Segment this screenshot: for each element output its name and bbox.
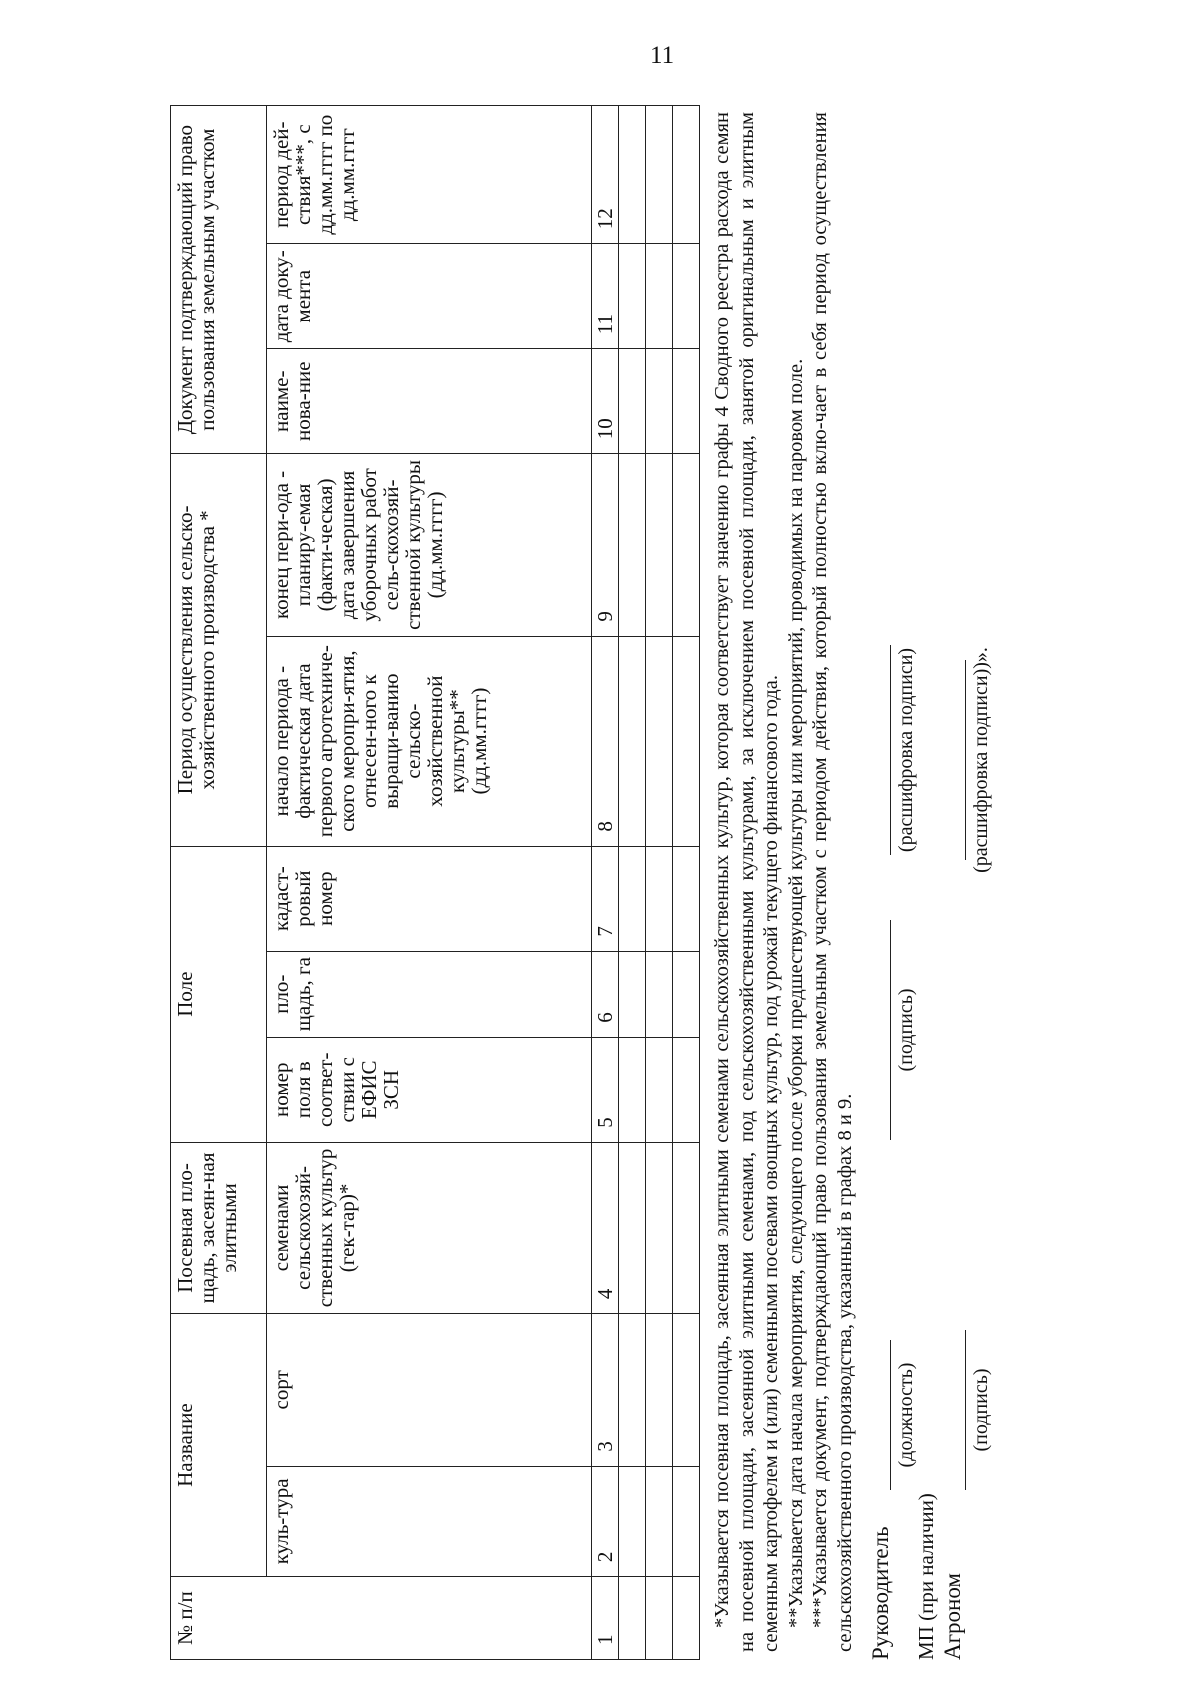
col-number: 6 <box>592 951 619 1037</box>
decoding-caption: (расшифровка подписи) <box>895 647 917 853</box>
position-line <box>890 1340 891 1490</box>
col-number: 12 <box>592 106 619 244</box>
subheader-doc-name: наиме-нова-ние <box>267 349 592 454</box>
position-caption: (должность) <box>895 1362 917 1468</box>
footnote-2: **Указывается дата начала мероприятия, следующего после уборки предшествующей культуры или мероприятий, проводимых на паровом поле. <box>784 358 807 1628</box>
footnote-3: ***Указывается документ, подтверждающий право пользования земельным участком с периодом действия, который полностью вклю-чает в себя период осуществления сельскохозяйственного производства, указанный в графах 8 и 9. <box>809 112 856 1652</box>
rotated-page-content <box>170 80 1030 1660</box>
agronomist-decoding-caption: (расшифровка подписи))». <box>970 647 992 873</box>
header-num: № п/п <box>171 1577 592 1660</box>
signature-caption: (подпись) <box>895 988 917 1072</box>
subheader-doc-period: период дей-ствия***, с дд.мм.гггг по дд.мм.гггг <box>267 106 592 244</box>
header-period: Период осуществления сельско-хозяйственного производства * <box>171 454 267 846</box>
agronomist-decoding-line <box>965 660 966 860</box>
subheader-field-number: номер поля в соответ-ствии с ЕФИС ЗСН <box>267 1037 592 1142</box>
seal-label: МП (при наличии) <box>914 1493 938 1660</box>
subheader-variety: сорт <box>267 1314 592 1467</box>
col-number: 11 <box>592 244 619 349</box>
header-name: Название <box>171 1314 267 1577</box>
table-row <box>646 106 673 1660</box>
subheader-cadastral: кадаст-ровый номер <box>267 846 592 951</box>
col-number: 3 <box>592 1314 619 1467</box>
head-label: Руководитель <box>868 1526 893 1660</box>
header-area: Посевная пло-щадь, засеян-ная элитными <box>171 1142 267 1313</box>
col-number: 1 <box>592 1577 619 1660</box>
column-number-row <box>592 106 619 1660</box>
agronomist-signature-caption: (подпись) <box>970 1368 992 1452</box>
col-number: 10 <box>592 349 619 454</box>
col-number: 9 <box>592 454 619 636</box>
subheader-period-start: начало периода - фактическая дата первого агротехниче-ского меропри-ятия, отнесен-ного к выращи-ванию сельско-хозяйственной культуры** (дд.мм.гггг) <box>267 636 592 846</box>
header-field: Поле <box>171 846 267 1142</box>
crop-period-table <box>170 105 700 1660</box>
subheader-area: семенами сельскохозяй-ственных культур (гек-тар)* <box>267 1142 592 1313</box>
col-number: 5 <box>592 1037 619 1142</box>
table-row <box>673 106 700 1660</box>
subheader-field-area: пло-щадь, га <box>267 951 592 1037</box>
agronomist-label: Агроном <box>940 1573 965 1660</box>
col-number: 8 <box>592 636 619 846</box>
footnote-1: *Указывается посевная площадь, засеянная элитными семенами сельскохозяйственных культур, которая соответствует значению графы 4 Сводного реестра расхода семян на посевной площади, засеянной элитными семенами, под сельскохозяйственными культурами, за исключением посевной площади, занятой оригинальным и элитным семенным картофелем и (или) семенными посевами овощных культур, под урожай текущего финансового года. <box>711 112 782 1652</box>
header-document: Документ подтверждающий право пользования земельным участком <box>171 106 267 454</box>
subheader-crop: куль-тура <box>267 1466 592 1577</box>
table-row <box>619 106 646 1660</box>
subheader-period-end: конец пери-ода - планиру-емая (факти-ческая) дата завершения уборочных работ сель-скохозяй-ственной культуры (дд.мм.гггг) <box>267 454 592 636</box>
decoding-line <box>890 645 891 855</box>
subheader-doc-date: дата доку-мента <box>267 244 592 349</box>
col-number: 7 <box>592 846 619 951</box>
agronomist-signature-line <box>965 1330 966 1490</box>
signature-line <box>890 920 891 1140</box>
col-number: 2 <box>592 1466 619 1577</box>
col-number: 4 <box>592 1142 619 1313</box>
page-number: 11 <box>650 42 675 69</box>
footnotes <box>710 112 857 1652</box>
